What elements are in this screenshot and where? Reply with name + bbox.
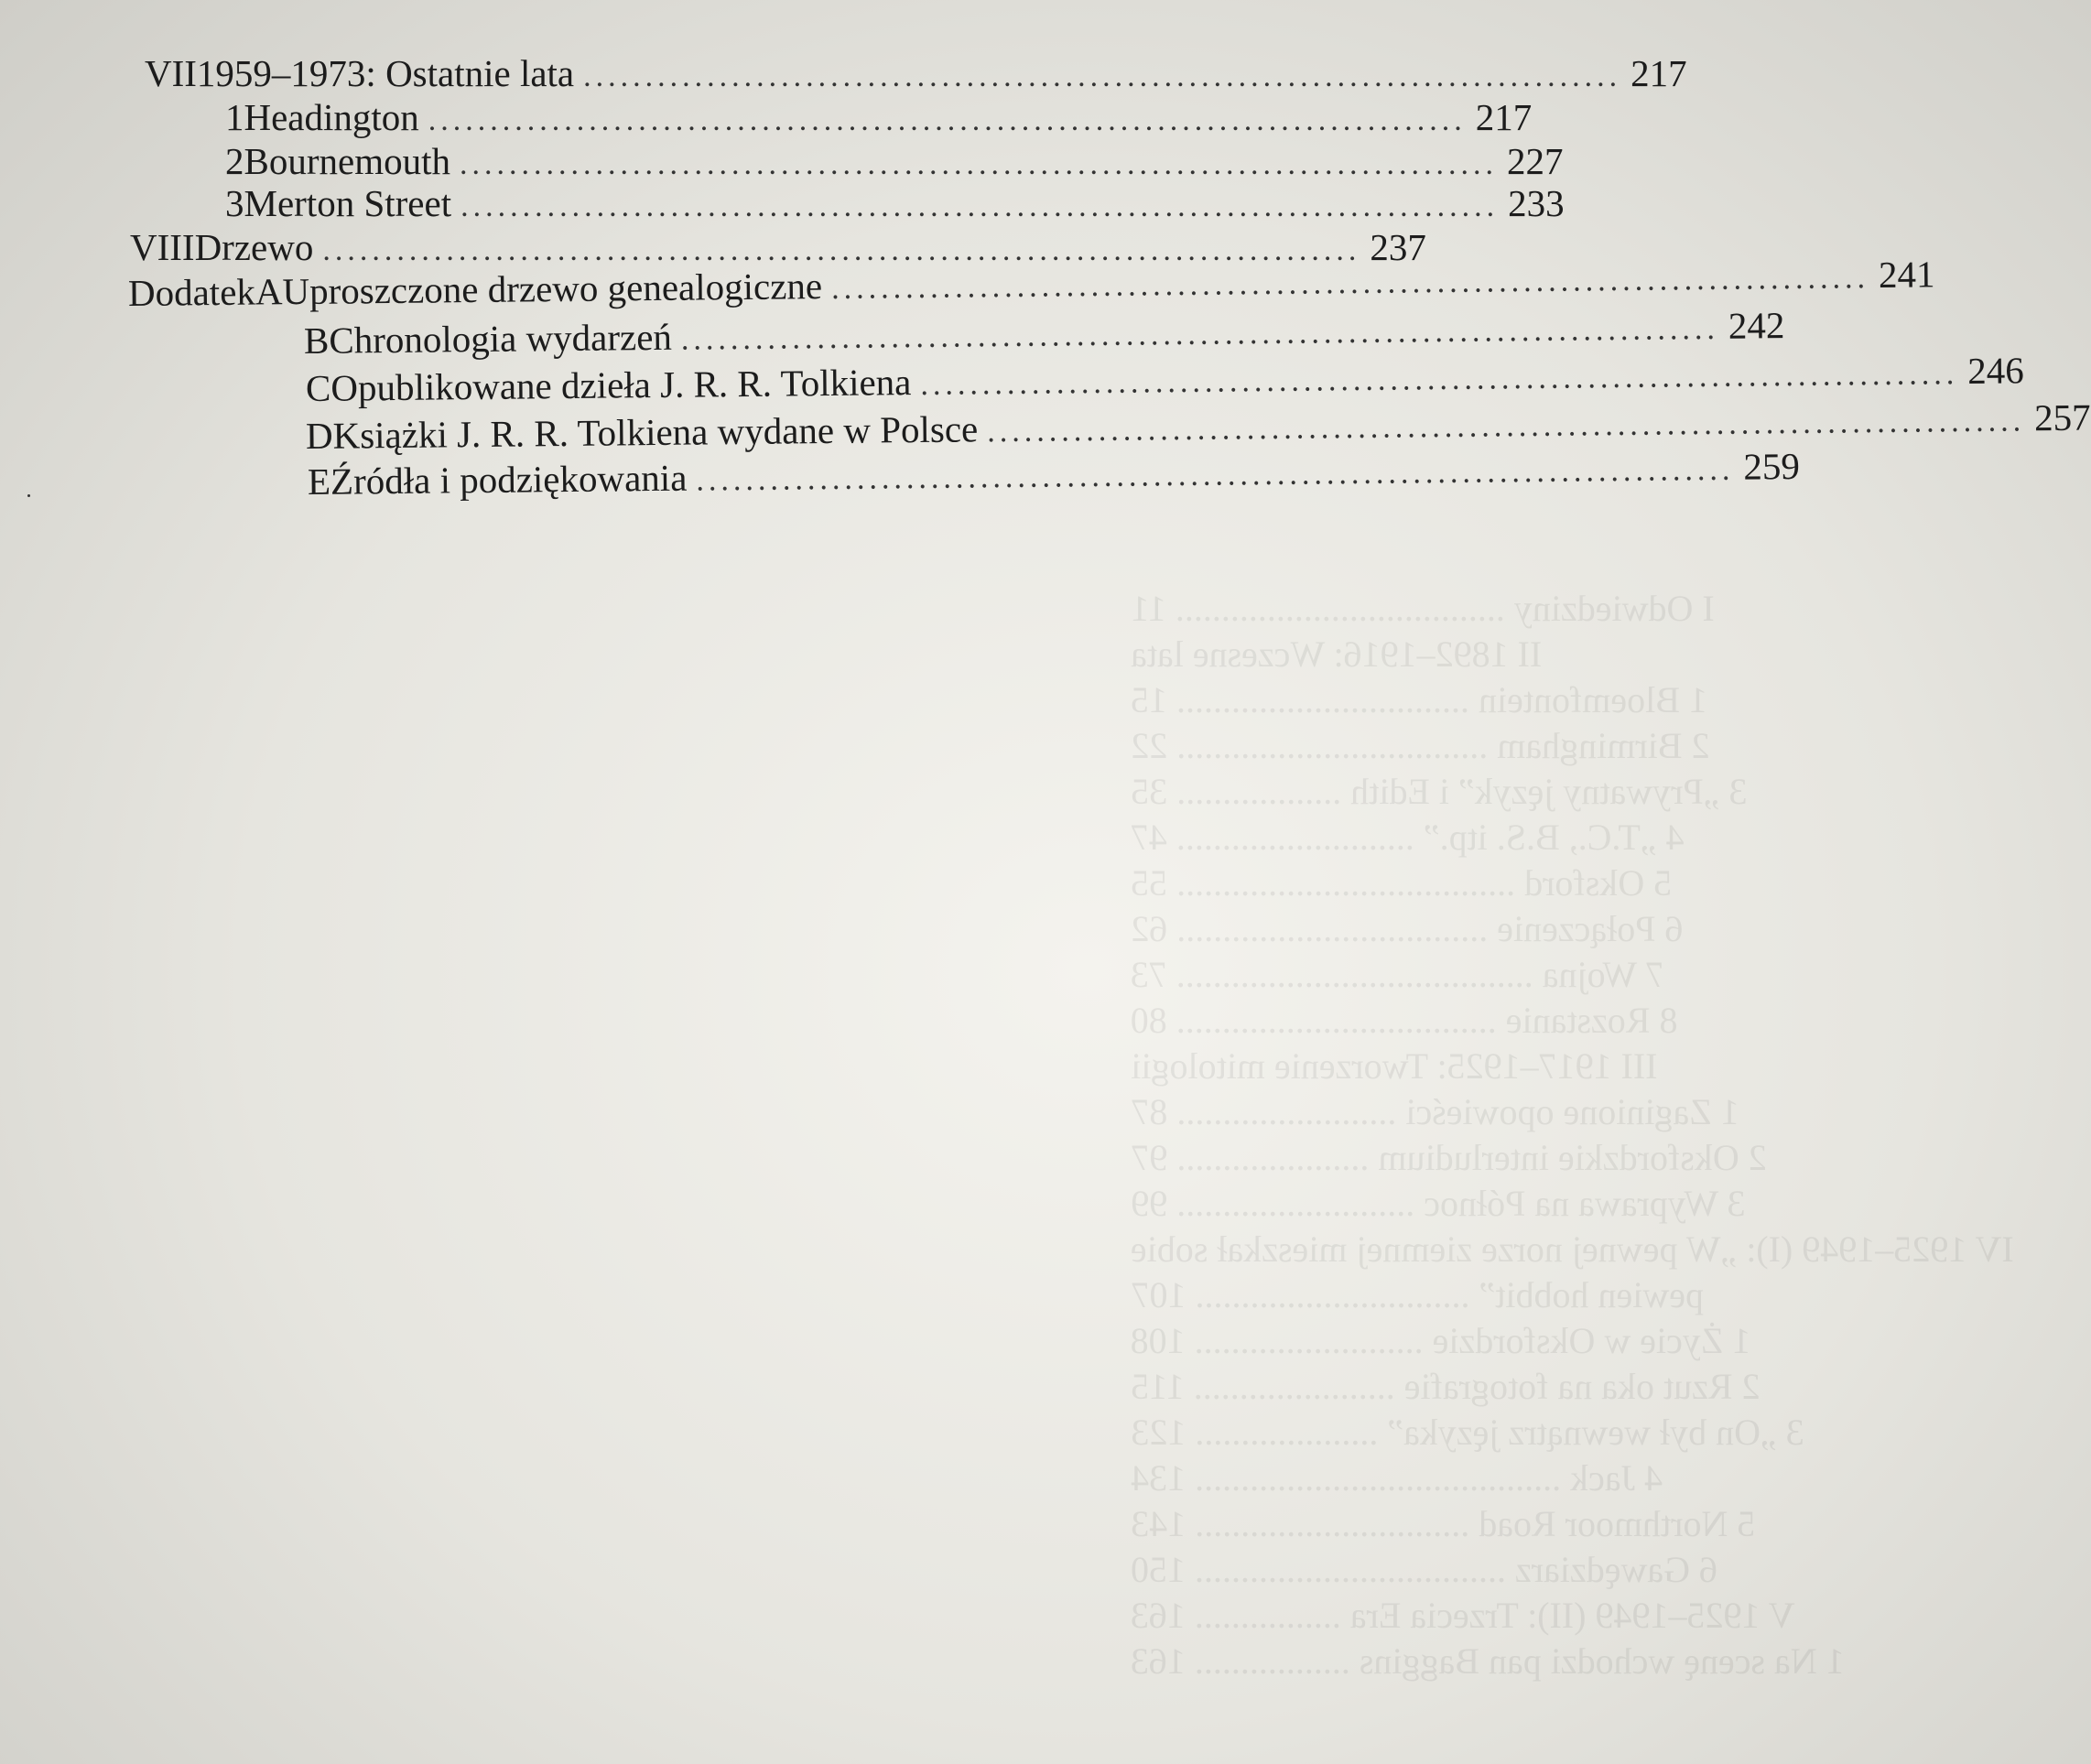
- section-number: 2: [225, 140, 244, 182]
- appendix-title: Opublikowane dzieła J. R. R. Tolkiena: [330, 361, 912, 409]
- dot-leader: ....................................................................................: [680, 311, 1720, 357]
- appendix-title: Chronologia wydarzeń: [329, 315, 673, 362]
- appendix-title: Źródła i podziękowania: [330, 456, 688, 503]
- appendix-letter: D: [305, 414, 333, 457]
- page-number: 227: [1506, 140, 1564, 182]
- dot-leader: ....................................................................................: [460, 189, 1500, 223]
- appendix-title: Książki J. R. R. Tolkiena wydane w Polsce: [332, 407, 979, 457]
- section-number: 1: [225, 96, 244, 138]
- toc-entry-chapter-7: [145, 51, 1687, 99]
- dot-leader: ....................................................................................: [920, 357, 1959, 402]
- appendix-letter: C: [305, 366, 331, 409]
- page-number: 246: [1967, 349, 2025, 392]
- appendix-title: Uproszczone drzewo genealogiczne: [282, 265, 823, 313]
- chapter-title: 1959–1973: Ostatnie lata: [196, 52, 575, 94]
- chapter-number: VIII: [130, 226, 195, 268]
- page-number: 217: [1475, 96, 1533, 138]
- dot-leader: ....................................................................................: [696, 452, 1735, 498]
- chapter-title: Drzewo: [194, 226, 314, 268]
- page-number: 233: [1508, 182, 1565, 224]
- reverse-side-bleed-through: I Odwiedziny .................................... 11 II 1892–1916: Wczesne lata 1 Bloemfontein ................................ 15 2 Birmingham .................................. 22 3 „Prywatny język” i Edith .................. 35 4 „T.C., B.S. itp.” .......................... 47 5 Oksford ..................................... 55 6 Połączenie .................................. 62 7 Wojna ....................................... 73 8 Rozstanie ................................... 80 III 1917–1925: Tworzenie mitologii 1 Zaginione opowieści ........................ 87 2 Oksfordzkie interludium ..................... 97 3 Wyprawa na Północ .......................... 99 IV 1925–1949 (I): „W pewnej norze ziemnej mieszkał sobie pewien hobbit” .............................. 107 1 Życie w Oksfordzie ......................... 108 2 Rzut oka na fotografie ...................... 115 3 „On był wewnątrz języka” .................... 123 4 Jack ........................................ 134 5 Northmoor Road .............................. 143 6 Gawędziarz .................................. 150 V 1925–1949 (II): Trzecia Era ................ 163 1 Na scenę wchodzi pan Baggins ................. 163: [1131, 588, 2014, 1682]
- toc-entry-section-3: [225, 181, 1565, 229]
- page-number: 257: [2033, 395, 2091, 439]
- section-title: Merton Street: [244, 182, 452, 224]
- section-title: Headington: [244, 96, 419, 138]
- section-number: 3: [225, 182, 244, 224]
- page-number: 242: [1728, 304, 1785, 347]
- page-number: 259: [1743, 444, 1801, 488]
- table-of-contents: [0, 0, 2091, 513]
- dot-leader: ....................................................................................: [428, 103, 1467, 137]
- chapter-number: VII: [145, 52, 197, 94]
- dot-leader: ....................................................................................: [583, 60, 1622, 93]
- page-number: 217: [1631, 52, 1687, 94]
- toc-entry-section-2: [225, 139, 1564, 187]
- appendix-heading: Dodatek: [127, 270, 256, 314]
- appendix-letter: A: [255, 270, 283, 313]
- page-number: 237: [1370, 226, 1426, 268]
- toc-entry-section-1: [225, 95, 1533, 143]
- dot-leader: ....................................................................................: [459, 147, 1498, 181]
- dot-leader: ....................................................................................: [322, 233, 1361, 267]
- toc-entry-appendix-e: [307, 444, 1801, 507]
- page-number: 241: [1878, 253, 1935, 296]
- dot-leader: ....................................................................................: [987, 404, 2026, 449]
- dot-leader: ....................................................................................: [830, 261, 1870, 306]
- section-title: Bournemouth: [244, 140, 450, 182]
- appendix-letter: B: [303, 319, 330, 362]
- appendix-letter: E: [307, 460, 331, 503]
